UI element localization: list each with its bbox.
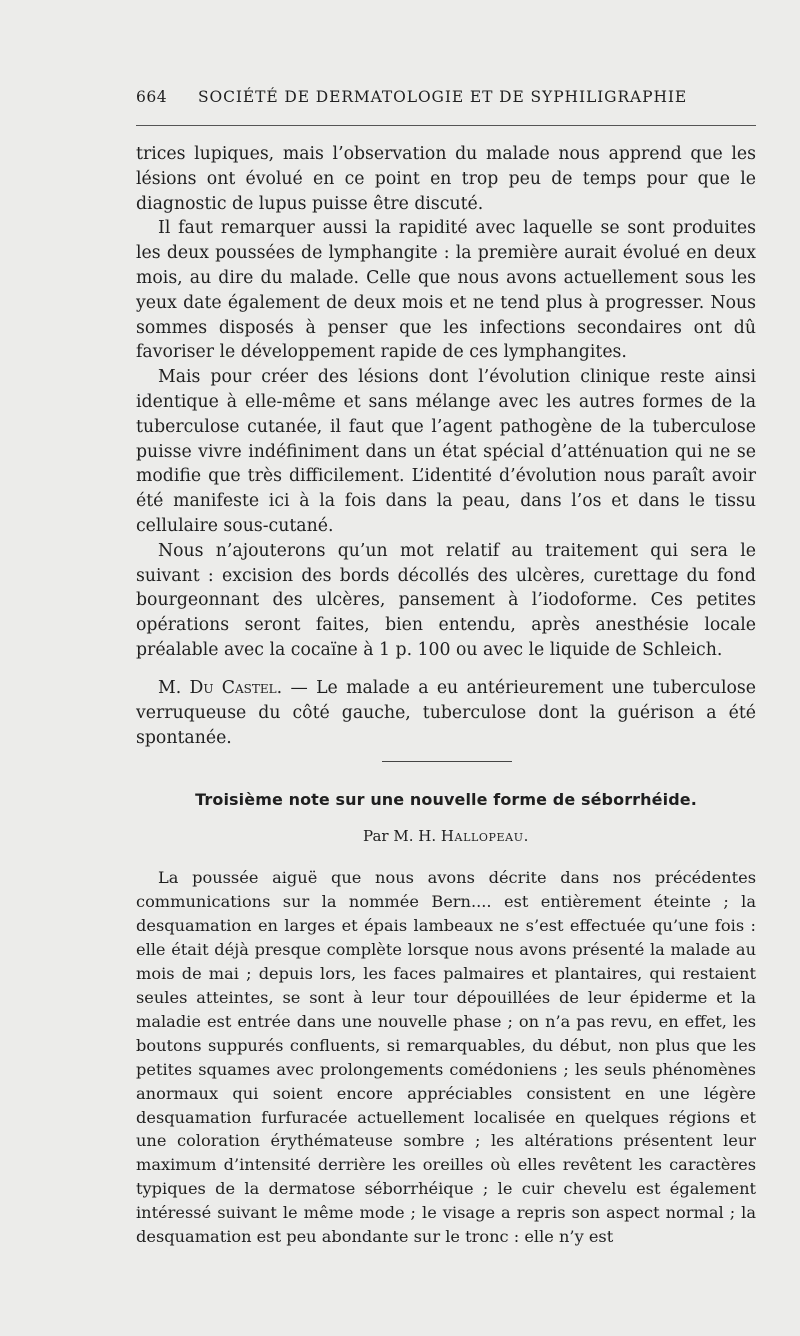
- section-author: [136, 827, 756, 845]
- author-name: Hallopeau.: [440, 827, 529, 845]
- continued-text: [136, 142, 756, 663]
- section-paragraph: La poussée aiguë que nous avons décrite dans nos précédentes communications sur la nommée Bern.... est entièrement éteinte ; la desquamation en larges et épais lambeaux ne s’est effectuée qu’une fois : elle était déjà presque complète lorsque nous avons présenté la malade au mois de mai ; depuis lors, les faces palmaires et plantaires, qui restaient seules atteintes, se sont à leur tour dépouillées de leur épiderme et la maladie est entrée dans une nouvelle phase ; on n’a pas revu, en effet, les boutons suppurés confluents, si remarquables, du début, non plus que les petites squames avec prolongements comédoniens ; les seuls phénomènes anormaux qui soient encore appréciables consistent en une légère desquamation furfuracée actuellement localisée en quelques régions et une coloration érythémateuse sombre ; les altérations présentent leur maximum d’intensité derrière les oreilles où elles revêtent les caractères typiques de la dermatose séborrhéique ; le cuir chevelu est également intéressé suivant le même mode ; le visage a repris son aspect normal ; la desquamation est peu abondante sur le tronc : elle n’y est: [136, 868, 756, 1247]
- paragraph-traitement: Nous n’ajouterons qu’un mot relatif au traitement qui sera le suivant : excision des bords décollés des ulcères, curettage du fond bourgeonnant des ulcères, pansement à l’iodoforme. Ces petites opérations seront faites, bien entendu, après anesthésie locale préalable avec la cocaïne à 1 p. 100 ou avec le liquide de Schleich.: [136, 540, 756, 660]
- page-number: 664: [136, 88, 168, 106]
- paragraph-continuation: trices lupiques, mais l’observation du malade nous apprend que les lésions ont évolué en ce point en trop peu de temps pour que le diagnostic de lupus puisse être discuté.: [136, 144, 756, 214]
- section-title: Troisième note sur une nouvelle forme de séborrhéide.: [195, 790, 697, 809]
- paragraph-lymphangite: Il faut remarquer aussi la rapidité avec laquelle se sont produites les deux poussées de lymphangite : la première aurait évolué en deux mois, au dire du malade. Celle que nous avons actuellement sous les yeux date également de deux mois et ne tend plus à progresser. Nous sommes disposés à penser que les infections secondaires ont dû favoriser le développement rapide de ces lymphangites.: [136, 218, 756, 363]
- section-divider: [382, 761, 512, 762]
- running-title: SOCIÉTÉ DE DERMATOLOGIE ET DE SYPHILIGRAPHIE: [198, 88, 688, 106]
- section-body: [136, 866, 756, 1249]
- discussion-paragraph: [136, 676, 756, 750]
- speaker-separator: —: [290, 678, 308, 698]
- discussion-block: [136, 676, 756, 750]
- author-prefix: Par M. H.: [363, 827, 437, 845]
- paragraph-pathogene: Mais pour créer des lésions dont l’évolution clinique reste ainsi identique à elle-même et sans mélange avec les autres formes de la tuberculose cutanée, il faut que l’agent pathogène de la tuberculose puisse vivre indéfiniment dans un état spécial d’atténuation qui ne se modifie que très difficilement. L’identité d’évolution nous paraît avoir été manifeste ici à la fois dans la peau, dans l’os et dans le tissu cellulaire sous-cutané.: [136, 367, 756, 536]
- header-rule: [136, 125, 756, 126]
- discussion-text: Le malade a eu antérieurement une tuberculose verruqueuse du côté gauche, tuberculose dont la guérison a été spontanée.: [136, 678, 756, 748]
- running-head: [136, 88, 756, 106]
- speaker-name: M. Du Castel.: [158, 678, 283, 698]
